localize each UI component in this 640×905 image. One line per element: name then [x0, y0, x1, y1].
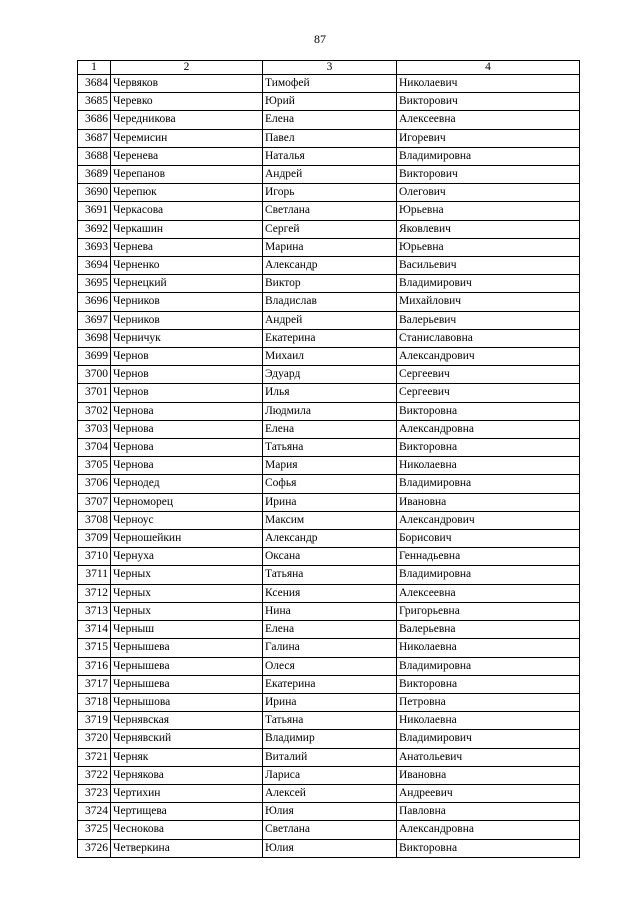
table-row	[78, 220, 580, 238]
table-row	[78, 730, 580, 748]
cell-number: 3706	[78, 475, 111, 493]
cell-number: 3725	[78, 821, 111, 839]
cell-given-name: Наталья	[263, 147, 397, 165]
cell-patronymic: Павловна	[397, 803, 580, 821]
cell-patronymic: Владимировна	[397, 475, 580, 493]
cell-given-name: Павел	[263, 129, 397, 147]
cell-number: 3710	[78, 548, 111, 566]
cell-surname: Чернова	[111, 402, 263, 420]
table-row	[78, 275, 580, 293]
table-row	[78, 784, 580, 802]
cell-number: 3698	[78, 329, 111, 347]
cell-surname: Чернева	[111, 238, 263, 256]
table-row	[78, 420, 580, 438]
cell-patronymic: Викторовна	[397, 402, 580, 420]
cell-surname: Чередникова	[111, 111, 263, 129]
cell-number: 3717	[78, 675, 111, 693]
cell-patronymic: Сергеевич	[397, 366, 580, 384]
cell-patronymic: Валерьевна	[397, 621, 580, 639]
cell-surname: Черных	[111, 566, 263, 584]
table-row	[78, 457, 580, 475]
cell-given-name: Елена	[263, 420, 397, 438]
cell-number: 3726	[78, 839, 111, 857]
cell-given-name: Ирина	[263, 693, 397, 711]
cell-given-name: Лариса	[263, 766, 397, 784]
cell-surname: Черенева	[111, 147, 263, 165]
cell-patronymic: Владимировна	[397, 566, 580, 584]
cell-given-name: Ирина	[263, 493, 397, 511]
cell-number: 3718	[78, 693, 111, 711]
cell-given-name: Татьяна	[263, 566, 397, 584]
table-row	[78, 184, 580, 202]
cell-patronymic: Алексеевна	[397, 111, 580, 129]
cell-number: 3694	[78, 257, 111, 275]
table-row	[78, 384, 580, 402]
cell-given-name: Нина	[263, 602, 397, 620]
cell-number: 3703	[78, 420, 111, 438]
cell-patronymic: Викторович	[397, 166, 580, 184]
table-row	[78, 621, 580, 639]
cell-patronymic: Николаевна	[397, 457, 580, 475]
cell-patronymic: Александровна	[397, 821, 580, 839]
cell-given-name: Алексей	[263, 784, 397, 802]
cell-given-name: Оксана	[263, 548, 397, 566]
cell-given-name: Галина	[263, 639, 397, 657]
cell-number: 3689	[78, 166, 111, 184]
cell-number: 3716	[78, 657, 111, 675]
table-row	[78, 602, 580, 620]
table-row	[78, 766, 580, 784]
cell-number: 3705	[78, 457, 111, 475]
cell-given-name: Марина	[263, 238, 397, 256]
cell-given-name: Юрий	[263, 93, 397, 111]
cell-number: 3712	[78, 584, 111, 602]
cell-surname: Черевко	[111, 93, 263, 111]
table-row	[78, 657, 580, 675]
table-header-row	[78, 61, 580, 75]
cell-patronymic: Петровна	[397, 693, 580, 711]
table-row	[78, 366, 580, 384]
table-row	[78, 748, 580, 766]
cell-surname: Черношейкин	[111, 530, 263, 548]
cell-surname: Черныш	[111, 621, 263, 639]
cell-given-name: Владислав	[263, 293, 397, 311]
cell-given-name: Елена	[263, 621, 397, 639]
cell-given-name: Светлана	[263, 202, 397, 220]
cell-number: 3721	[78, 748, 111, 766]
cell-surname: Чернявская	[111, 712, 263, 730]
table-row	[78, 329, 580, 347]
cell-number: 3690	[78, 184, 111, 202]
cell-surname: Черников	[111, 293, 263, 311]
cell-given-name: Юлия	[263, 803, 397, 821]
cell-number: 3708	[78, 511, 111, 529]
cell-patronymic: Игоревич	[397, 129, 580, 147]
cell-given-name: Владимир	[263, 730, 397, 748]
cell-surname: Чертихин	[111, 784, 263, 802]
column-header-number: 1	[78, 61, 111, 75]
cell-given-name: Елена	[263, 111, 397, 129]
cell-patronymic: Ивановна	[397, 493, 580, 511]
cell-surname: Черных	[111, 602, 263, 620]
cell-given-name: Максим	[263, 511, 397, 529]
cell-number: 3686	[78, 111, 111, 129]
roster-table	[77, 60, 580, 858]
cell-given-name: Татьяна	[263, 439, 397, 457]
cell-patronymic: Александровна	[397, 420, 580, 438]
cell-given-name: Светлана	[263, 821, 397, 839]
cell-given-name: Олеся	[263, 657, 397, 675]
cell-given-name: Александр	[263, 530, 397, 548]
cell-surname: Черепюк	[111, 184, 263, 202]
cell-patronymic: Александрович	[397, 511, 580, 529]
cell-number: 3684	[78, 75, 111, 93]
cell-surname: Черничук	[111, 329, 263, 347]
cell-patronymic: Станиславовна	[397, 329, 580, 347]
table-row	[78, 402, 580, 420]
cell-number: 3719	[78, 712, 111, 730]
cell-given-name: Екатерина	[263, 675, 397, 693]
table-row	[78, 202, 580, 220]
cell-surname: Чернодед	[111, 475, 263, 493]
cell-given-name: Эдуард	[263, 366, 397, 384]
table-row	[78, 693, 580, 711]
cell-number: 3695	[78, 275, 111, 293]
table-row	[78, 439, 580, 457]
cell-surname: Черняк	[111, 748, 263, 766]
cell-given-name: Андрей	[263, 166, 397, 184]
cell-given-name: Ксения	[263, 584, 397, 602]
table-body	[78, 75, 580, 858]
cell-number: 3692	[78, 220, 111, 238]
cell-patronymic: Григорьевна	[397, 602, 580, 620]
cell-patronymic: Яковлевич	[397, 220, 580, 238]
cell-patronymic: Владимирович	[397, 730, 580, 748]
cell-surname: Черемисин	[111, 129, 263, 147]
cell-given-name: Мария	[263, 457, 397, 475]
cell-patronymic: Геннадьевна	[397, 548, 580, 566]
table-row	[78, 639, 580, 657]
cell-number: 3707	[78, 493, 111, 511]
cell-given-name: Тимофей	[263, 75, 397, 93]
cell-patronymic: Васильевич	[397, 257, 580, 275]
cell-patronymic: Юрьевна	[397, 238, 580, 256]
cell-surname: Чернецкий	[111, 275, 263, 293]
cell-patronymic: Михайлович	[397, 293, 580, 311]
cell-patronymic: Владимировна	[397, 147, 580, 165]
cell-number: 3709	[78, 530, 111, 548]
column-header-surname: 2	[111, 61, 263, 75]
cell-number: 3724	[78, 803, 111, 821]
cell-surname: Черненко	[111, 257, 263, 275]
cell-patronymic: Викторовна	[397, 439, 580, 457]
cell-patronymic: Валерьевич	[397, 311, 580, 329]
cell-patronymic: Викторович	[397, 93, 580, 111]
cell-patronymic: Александрович	[397, 348, 580, 366]
cell-given-name: Виктор	[263, 275, 397, 293]
cell-given-name: Екатерина	[263, 329, 397, 347]
cell-surname: Чернуха	[111, 548, 263, 566]
table-row	[78, 75, 580, 93]
cell-number: 3685	[78, 93, 111, 111]
cell-given-name: Михаил	[263, 348, 397, 366]
cell-given-name: Сергей	[263, 220, 397, 238]
cell-number: 3688	[78, 147, 111, 165]
table-row	[78, 311, 580, 329]
cell-surname: Чернышева	[111, 675, 263, 693]
cell-number: 3702	[78, 402, 111, 420]
cell-patronymic: Олегович	[397, 184, 580, 202]
table-row	[78, 821, 580, 839]
cell-surname: Чернякова	[111, 766, 263, 784]
cell-given-name: Виталий	[263, 748, 397, 766]
table-row	[78, 129, 580, 147]
page-number: 87	[314, 32, 326, 46]
table-row	[78, 493, 580, 511]
cell-number: 3720	[78, 730, 111, 748]
cell-number: 3714	[78, 621, 111, 639]
cell-patronymic: Юрьевна	[397, 202, 580, 220]
table-row	[78, 293, 580, 311]
cell-patronymic: Андреевич	[397, 784, 580, 802]
table-row	[78, 475, 580, 493]
table-row	[78, 530, 580, 548]
cell-surname: Чернова	[111, 439, 263, 457]
cell-number: 3722	[78, 766, 111, 784]
cell-surname: Чернышова	[111, 693, 263, 711]
cell-surname: Чернов	[111, 348, 263, 366]
cell-surname: Черноус	[111, 511, 263, 529]
cell-patronymic: Николаевна	[397, 639, 580, 657]
cell-surname: Чернова	[111, 420, 263, 438]
cell-patronymic: Викторовна	[397, 675, 580, 693]
cell-number: 3711	[78, 566, 111, 584]
cell-surname: Черкасова	[111, 202, 263, 220]
cell-number: 3687	[78, 129, 111, 147]
cell-given-name: Юлия	[263, 839, 397, 857]
cell-number: 3713	[78, 602, 111, 620]
cell-patronymic: Николаевич	[397, 75, 580, 93]
cell-patronymic: Николаевна	[397, 712, 580, 730]
cell-given-name: Андрей	[263, 311, 397, 329]
cell-given-name: Софья	[263, 475, 397, 493]
table-row	[78, 675, 580, 693]
table-row	[78, 548, 580, 566]
cell-number: 3693	[78, 238, 111, 256]
cell-patronymic: Борисович	[397, 530, 580, 548]
cell-surname: Чернов	[111, 366, 263, 384]
cell-surname: Червяков	[111, 75, 263, 93]
cell-patronymic: Владимирович	[397, 275, 580, 293]
cell-surname: Чертищева	[111, 803, 263, 821]
table-row	[78, 166, 580, 184]
cell-number: 3723	[78, 784, 111, 802]
column-header-patronymic: 4	[397, 61, 580, 75]
cell-surname: Чернышева	[111, 639, 263, 657]
cell-surname: Четверкина	[111, 839, 263, 857]
table-row	[78, 257, 580, 275]
cell-given-name: Людмила	[263, 402, 397, 420]
cell-patronymic: Ивановна	[397, 766, 580, 784]
cell-number: 3715	[78, 639, 111, 657]
table-row	[78, 839, 580, 857]
cell-given-name: Татьяна	[263, 712, 397, 730]
cell-patronymic: Сергеевич	[397, 384, 580, 402]
cell-patronymic: Владимировна	[397, 657, 580, 675]
table-row	[78, 348, 580, 366]
cell-patronymic: Алексеевна	[397, 584, 580, 602]
cell-given-name: Александр	[263, 257, 397, 275]
cell-number: 3697	[78, 311, 111, 329]
table-row	[78, 147, 580, 165]
cell-given-name: Игорь	[263, 184, 397, 202]
cell-number: 3701	[78, 384, 111, 402]
cell-surname: Чернова	[111, 457, 263, 475]
table-row	[78, 93, 580, 111]
cell-patronymic: Анатольевич	[397, 748, 580, 766]
cell-number: 3700	[78, 366, 111, 384]
cell-number: 3691	[78, 202, 111, 220]
cell-surname: Черников	[111, 311, 263, 329]
cell-number: 3696	[78, 293, 111, 311]
cell-surname: Черных	[111, 584, 263, 602]
cell-surname: Чернявский	[111, 730, 263, 748]
cell-given-name: Илья	[263, 384, 397, 402]
cell-surname: Черноморец	[111, 493, 263, 511]
cell-surname: Чернов	[111, 384, 263, 402]
cell-surname: Чернышева	[111, 657, 263, 675]
table-row	[78, 566, 580, 584]
cell-patronymic: Викторовна	[397, 839, 580, 857]
column-header-given-name: 3	[263, 61, 397, 75]
cell-number: 3699	[78, 348, 111, 366]
table-row	[78, 111, 580, 129]
table-row	[78, 584, 580, 602]
table-row	[78, 712, 580, 730]
cell-surname: Черкашин	[111, 220, 263, 238]
cell-surname: Чеснокова	[111, 821, 263, 839]
table-row	[78, 511, 580, 529]
table-row	[78, 238, 580, 256]
cell-surname: Черепанов	[111, 166, 263, 184]
table-row	[78, 803, 580, 821]
cell-number: 3704	[78, 439, 111, 457]
